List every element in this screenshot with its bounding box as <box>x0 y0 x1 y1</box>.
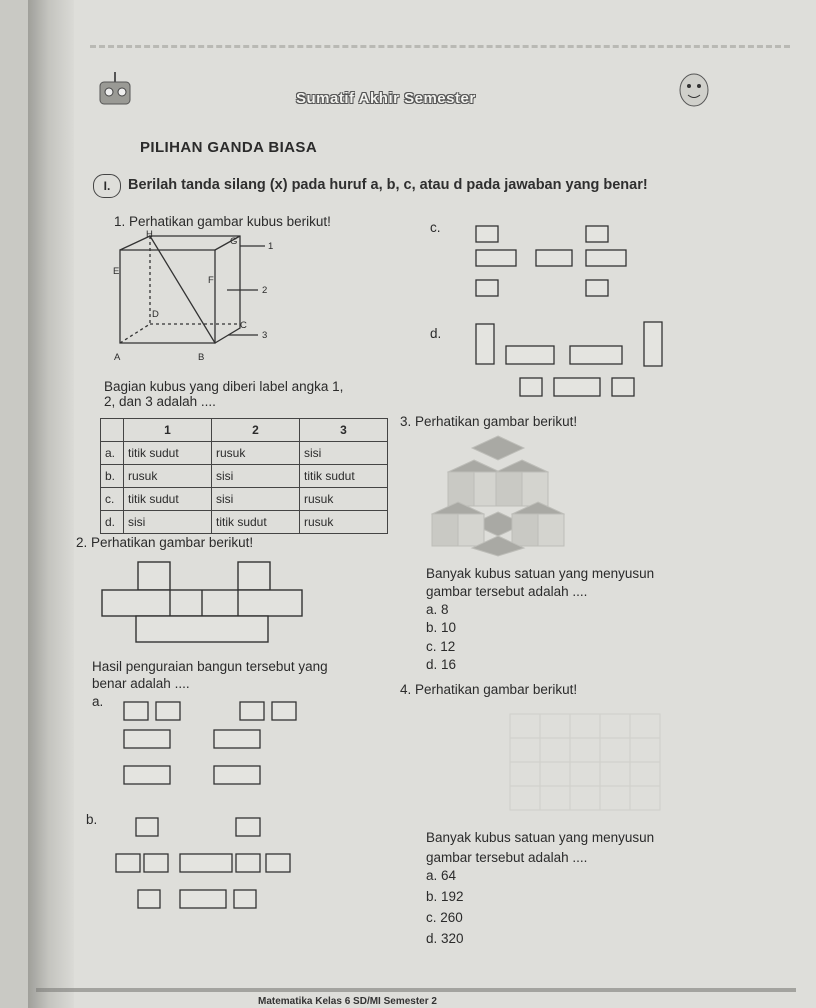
footer-text: Matematika Kelas 6 SD/MI Semester 2 <box>258 996 437 1007</box>
q3-option-d: d. 16 <box>426 657 457 672</box>
table-row <box>101 465 388 488</box>
q1-option-d-nets <box>470 318 680 398</box>
q2-option-b-label: b. <box>86 812 98 827</box>
q1-label-1: 1 <box>268 241 274 252</box>
q1-cell: sisi <box>300 442 388 465</box>
q1-question-line2: 2, dan 3 adalah .... <box>104 394 216 409</box>
q1-label-2: 2 <box>262 285 268 296</box>
q2-question-line2: benar adalah .... <box>92 676 190 691</box>
q4-question-line1: Banyak kubus satuan yang menyusun <box>426 830 655 845</box>
q2-option-b-pieces <box>110 812 320 912</box>
q1-label-e: E <box>113 266 120 277</box>
q4-option-c: c. 260 <box>426 910 463 925</box>
q1-cell: sisi <box>124 511 212 534</box>
footer-bar <box>36 988 796 992</box>
q4-grid-figure <box>500 706 670 816</box>
q1-label-d: D <box>152 309 159 320</box>
q1-cell: d. <box>101 511 124 534</box>
q3-question-line1: Banyak kubus satuan yang menyusun <box>426 566 655 581</box>
q1-option-d-label: d. <box>430 326 442 341</box>
q1-option-c-nets <box>470 218 640 300</box>
q3-option-a: a. 8 <box>426 602 449 617</box>
q1-cell: titik sudut <box>124 488 212 511</box>
q3-prompt: 3. Perhatikan gambar berikut! <box>400 414 578 429</box>
q4-prompt: 4. Perhatikan gambar berikut! <box>400 682 578 697</box>
q1-label-a: A <box>114 352 121 363</box>
q1-label-g: G <box>230 236 238 247</box>
q1-label-f: F <box>208 275 214 286</box>
table-row <box>101 511 388 534</box>
q4-question-line2: gambar tersebut adalah .... <box>426 850 588 865</box>
q1-label-h: H <box>146 229 153 240</box>
q1-label-b: B <box>198 352 205 363</box>
table-row <box>101 488 388 511</box>
q1-option-c-label: c. <box>430 220 441 235</box>
q1-cell: titik sudut <box>212 511 300 534</box>
q3-option-c: c. 12 <box>426 639 456 654</box>
q1-cube-figure <box>100 228 290 368</box>
q3-option-b: b. 10 <box>426 620 457 635</box>
q1-th-0 <box>101 419 124 442</box>
q2-question-line1: Hasil penguraian bangun tersebut yang <box>92 659 328 674</box>
q4-option-d: d. 320 <box>426 931 464 946</box>
q1-cell: rusuk <box>300 488 388 511</box>
mascot-right-icon <box>676 68 712 108</box>
q4-option-a: a. 64 <box>426 868 457 883</box>
q1-cell: titik sudut <box>300 465 388 488</box>
instruction-text: Berilah tanda silang (x) pada huruf a, b, c, atau d pada jawaban yang benar! <box>128 177 648 193</box>
q3-question-line2: gambar tersebut adalah .... <box>426 584 588 599</box>
q4-option-b: b. 192 <box>426 889 464 904</box>
q3-cube-stack-figure <box>428 432 568 557</box>
q1-cell: titik sudut <box>124 442 212 465</box>
q2-solid-figure <box>96 556 316 648</box>
q1-cell: a. <box>101 442 124 465</box>
q1-th-1: 1 <box>124 419 212 442</box>
q1-question-line1: Bagian kubus yang diberi label angka 1, <box>104 379 344 394</box>
q2-option-a-label: a. <box>92 694 104 709</box>
q1-label-3: 3 <box>262 330 268 341</box>
q1-cell: rusuk <box>124 465 212 488</box>
q1-th-2: 2 <box>212 419 300 442</box>
q2-option-a-pieces <box>118 698 328 790</box>
q1-th-3: 3 <box>300 419 388 442</box>
q1-answer-table <box>100 418 388 534</box>
q1-prompt: 1. Perhatikan gambar kubus berikut! <box>114 214 331 229</box>
mascot-left-icon <box>96 70 136 110</box>
q1-cell: sisi <box>212 488 300 511</box>
q1-cell: sisi <box>212 465 300 488</box>
book-fold-shadow <box>28 0 74 1008</box>
q2-prompt: 2. Perhatikan gambar berikut! <box>76 535 254 550</box>
q1-table-header <box>101 419 388 442</box>
q1-cell: rusuk <box>212 442 300 465</box>
q1-label-c: C <box>240 320 247 331</box>
q1-cell: c. <box>101 488 124 511</box>
q1-cell: b. <box>101 465 124 488</box>
instruction-numeral: I. <box>93 174 121 198</box>
q1-cell: rusuk <box>300 511 388 534</box>
section-title: PILIHAN GANDA BIASA <box>140 139 318 156</box>
header-title: Sumatif Akhir Semester <box>296 90 476 107</box>
table-row <box>101 442 388 465</box>
